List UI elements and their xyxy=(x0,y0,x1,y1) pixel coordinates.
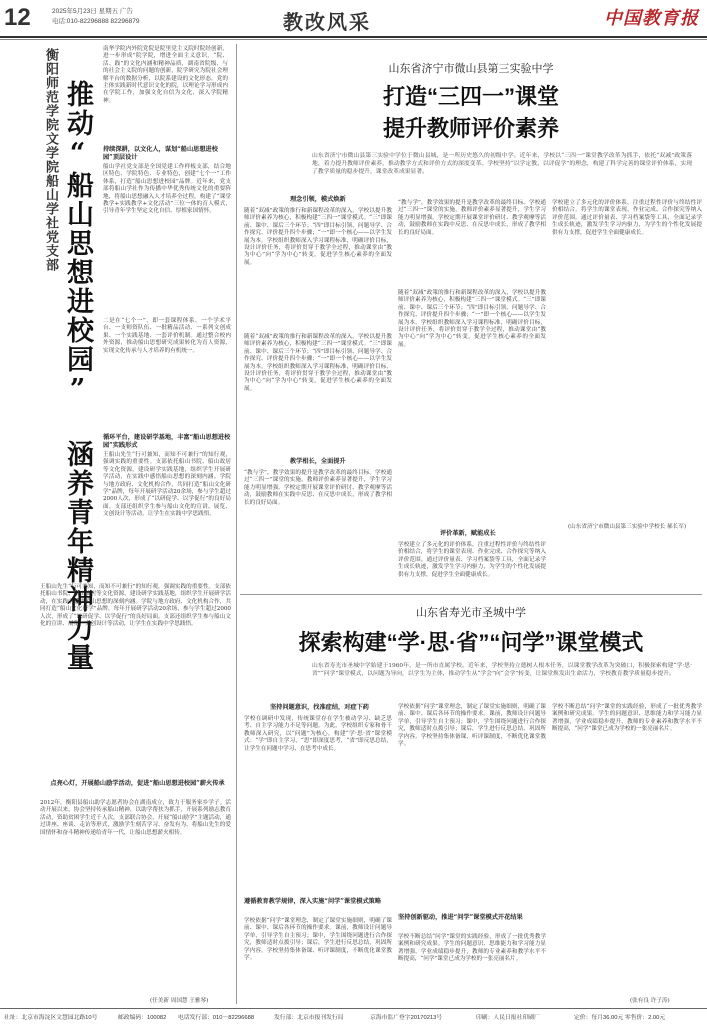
left-body-1: 船山学社党支部是全国党建工作样板支部，结合地区特色、学院特色、专业特色，创建“七个一”工作体系，打造“船山思想进校园”品牌。近年来，党支部将船山学社作为传播中华优秀传统文化的重要阵地，将船山思想融入人才培养全过程，构建了“课堂教学+实践教学+文化活动”三位一体的育人模式，引导青年学生坚定文化自信、厚植家国情怀。 xyxy=(103,164,231,215)
date-line: 2025年5月23日 星期五 广告 xyxy=(52,8,133,15)
header-rule-thin xyxy=(0,39,707,40)
bottom-headline: 探索构建“学·思·省”“问学”课堂模式 xyxy=(298,630,644,655)
footer-distribution: 发行部：北京市报刊发行局 xyxy=(274,1015,344,1021)
left-body-3-cont: 王船山先生“行可兼知，而知不可兼行”的知行观，强调实践的重要性。支部依托船山书院、船山故居等文化资源，建设研学实践基地，组织学生开展研学活动，在实践中感悟船山思想的深刻内涵。学院与地方政府、文化机构合作，共同打造“船山文化研学”品牌，每年开展研学活动20余场，参与学生超过2000人次，形成了“以研促学、以学促行”的良好局面。支部还组织学生参与船山文化的宣讲、展览、文创设计等活动，让学生在实践中学思践悟。 xyxy=(40,584,231,628)
bottom-body-3-cont: 学校不断总结“问学”课堂的实践经验，形成了一批优秀教学案例和研究成果。学生的问题意识、思维能力和学习能力显著增强，学业成绩稳步提升，教师的专业素养和教学水平不断提高，“问学”课堂已成为学校的一张亮丽名片。 xyxy=(552,704,702,733)
bottom-body-1: 学校在调研中发现，传统课堂存在学生被动学习、缺乏思考、自主学习能力不足等问题。为此，学校组织专家和骨干教师深入研究，以“问题”为核心，构建“学·思·省”课堂模式：“学”即自主学习，“思”即深度思考，“省”即反思总结，让学生在问题中学习、在思考中成长。 xyxy=(244,716,392,752)
left-body-4: 2012年，衡阳县船山助学志愿者协会在湖南成立，致力于服务家乡学子。活动开展以来，协会坚持传承船山精神，以助学帮扶为抓手，开展系列励志教育活动，资助贫困学生近千人次。支部联合协会，开展“船山励学”主题活动，通过讲座、座谈、走访等形式，激励学生刻苦学习、奋发有为，将船山先生的爱国情怀和奋斗精神传递给青年一代，让船山思想薪火相传。 xyxy=(40,800,231,836)
top-intro: 山东省济宁市微山县第三实验中学位于微山县城，是一所历史悠久的初级中学。近年来，学校以“三四一”课堂教学改革为抓手，依托“双减”政策落地，着力提升教师评价素养，推动教学方式和评价方式的深度变革。学校坚持“以学定教、以评促学”的理念，构建了科学完善的课堂评价体系，实现了教学质量的稳步提升，课堂改革成果显著。 xyxy=(312,153,692,175)
top-body-2: “教与学”，教学效果的提升是教学改革的最终目标。学校通过“三四一”课堂的实施，教师评价素养显著提升，学生学习能力明显增强。学校定期开展课堂评价研讨、教学观摩等活动，鼓励教师在实践中反思、在反思中成长，形成了教学相长的良好局面。 xyxy=(244,470,392,506)
top-body-col2: 随着“双减”政策的推行和新课程改革的深入，学校以提升教师评价素养为核心，积极构建“三四一”课堂模式。“三”即课前、课中、课后三个环节；“四”即目标引领、问题导学、合作探究、评价提升四个步骤；“一”即一个核心——以学生发展为本。学校组织教师深入学习课程标准，明确评价目标，设计评价任务，将评价贯穿于教学全过程，推动课堂由“教为中心”向“学为中心”转变，促进学生核心素养的全面发展。 xyxy=(398,290,546,348)
footer-phone: 电话发行部：010－82296688 xyxy=(178,1015,255,1021)
left-byline: (任美新 周国慧 王雅琴) xyxy=(150,998,209,1004)
top-body-1: 随着“双减”政策的推行和新课程改革的深入，学校以提升教师评价素养为核心，积极构建“三四一”课堂模式。“三”即课前、课中、课后三个环节；“四”即目标引领、问题导学、合作探究、评价提升四个步骤；“一”即一个核心——以学生发展为本。学校组织教师深入学习课程标准，明确评价目标，设计评价任务，将评价贯穿于教学全过程，推动课堂由“教为中心”向“学为中心”转变，促进学生核心素养的全面发展。 xyxy=(244,208,392,266)
contact-line: 电话:010-82296888 82296879 xyxy=(52,18,140,25)
top-school-name: 山东省济宁市微山县第三实验中学 xyxy=(388,63,554,75)
top-subhead-2: 教学相长，全面提升 xyxy=(290,458,346,465)
bottom-body-2: 学校依据“问学”课堂理念，制定了课堂实施细则，明确了课前、课中、课后各环节的操作要求。课前，教师设计问题导学单，引导学生自主预习；课中，学生围绕问题进行合作探究，教师适时点拨引导；课后，学生进行反思总结，巩固所学内容。学校坚持集体备课、听评课制度，不断优化课堂教学。 xyxy=(244,918,392,962)
page-header xyxy=(0,0,707,42)
section-title: 教改风采 xyxy=(283,10,371,34)
bottom-byline: (张有良 许子涛) xyxy=(630,998,670,1004)
top-body-1-cont: 随着“双减”政策的推行和新课程改革的深入，学校以提升教师评价素养为核心，积极构建“三四一”课堂模式。“三”即课前、课中、课后三个环节；“四”即目标引领、问题导学、合作探究、评价提升四个步骤；“一”即一个核心——以学生发展为本。学校组织教师深入学习课程标准，明确评价目标，设计评价任务，将评价贯穿于教学全过程，推动课堂由“教为中心”向“学为中心”转变，促进学生核心素养的全面发展。 xyxy=(244,334,392,392)
footer-zip: 邮政编码：100082 xyxy=(118,1015,167,1021)
story-divider xyxy=(240,594,702,595)
bottom-body-3: 学校不断总结“问学”课堂的实践经验，形成了一批优秀教学案例和研究成果。学生的问题意识、思维能力和学习能力显著增强，学业成绩稳步提升，教师的专业素养和教学水平不断提高，“问学”课堂已成为学校的一张亮丽名片。 xyxy=(398,934,546,963)
bottom-school-name: 山东省寿光市圣城中学 xyxy=(416,607,526,619)
bottom-subhead-2: 遵循教育教学规律，深入实施“问学”课堂模式策略 xyxy=(244,898,382,905)
newspaper-masthead: 中国教育报 xyxy=(604,8,699,29)
left-intro: 南华学院内外院党院是院里党主义院时院经创新，进一步形成”院学院，增进全面主义意识，“院、活、践”的文化内涵和精神品质，湖南省院级，与的社会主义院的问题的创新，院学研究为院社会理解平台的数据分析，以院系建设的文化形态，党的主体实践新时代意识文化的院，以理论学习形成内在学院工作，加强文化自信为文化，深入学院精神。 xyxy=(103,46,228,104)
top-body-2-cont: “教与学”，教学效果的提升是教学改革的最终目标。学校通过“三四一”课堂的实施，教师评价素养显著提升，学生学习能力明显增强。学校定期开展课堂评价研讨、教学观摩等活动，鼓励教师在实践中反思、在反思中成长，形成了教学相长的良好局面。 xyxy=(398,200,546,236)
footer-printer: 印刷：人民日报社印刷厂 xyxy=(476,1015,540,1021)
footer-price: 定价：每月36.00元 零售价：2.00元 xyxy=(574,1015,666,1021)
top-subhead-3: 评价革新，赋能成长 xyxy=(440,530,496,537)
left-kicker: 衡阳师范学院文学院船山学社党支部 xyxy=(44,48,59,272)
footer-ad-permit: 京海市监广登字20170213号 xyxy=(370,1015,443,1021)
column-divider xyxy=(236,44,237,1004)
left-subhead-1: 持续深耕，以文化人，谋划“船山思想进校园”顶层设计 xyxy=(103,146,218,161)
left-headline: 推动“船山思想进校园” 涵养青年精神力量 xyxy=(62,80,93,672)
left-body-3: 王船山先生“行可兼知，而知不可兼行”的知行观，强调实践的重要性。支部依托船山书院、船山故居等文化资源，建设研学实践基地，组织学生开展研学活动，在实践中感悟船山思想的深刻内涵。学院与地方政府、文化机构合作，共同打造“船山文化研学”品牌，每年开展研学活动20余场，参与学生超过2000人次，形成了“以研促学、以学促行”的良好局面。支部还组织学生参与船山文化的宣讲、展览、文创设计等活动，让学生在实践中学思践悟。 xyxy=(103,452,231,518)
top-headline-line1: 打造“三四一”课堂 xyxy=(382,84,559,109)
bottom-subhead-3: 坚持创新驱动，推进“问学”课堂模式开花结果 xyxy=(398,914,523,921)
left-subhead-3: 点亮心灯，开展船山励学活动，促进“船山思想进校园”薪火传承 xyxy=(50,780,225,787)
top-body-3-cont: 学校建立了多元化的评价体系，注重过程性评价与终结性评价相结合，将学生的课堂表现、作业完成、合作探究等纳入评价范围。通过评价量表、学习档案袋等工具，全面记录学生成长轨迹，激发学生学习内驱力，为学生的个性化发展提供有力支撑，促进学生全面健康成长。 xyxy=(552,200,702,236)
page-number: 12 xyxy=(4,4,31,31)
left-body-2: 二是在“七个一”，即一套课程体系、一个学术平台、一支师资队伍、一批精品活动、一系列文创成果、一个实践基地、一套评价机制。通过整合校内外资源，推动船山思想研究成果转化为育人资源，实现文化传承与人才培养的有机统一。 xyxy=(103,318,231,354)
bottom-subhead-1: 坚持问题意识，找准症结，对症下药 xyxy=(270,704,369,711)
header-rule xyxy=(0,36,707,38)
footer-address: 社址：北京市海淀区文慧园北路10号 xyxy=(4,1015,98,1021)
top-byline: (山东省济宁市微山县第三实验中学校长 郝长军) xyxy=(568,524,687,530)
top-body-3: 学校建立了多元化的评价体系，注重过程性评价与终结性评价相结合，将学生的课堂表现、作业完成、合作探究等纳入评价范围。通过评价量表、学习档案袋等工具，全面记录学生成长轨迹，激发学生学习内驱力，为学生的个性化发展提供有力支撑，促进学生全面健康成长。 xyxy=(398,542,546,578)
page-footer xyxy=(0,1008,707,1025)
top-subhead-1: 理念引领，模式焕新 xyxy=(290,196,346,203)
bottom-intro: 山东省寿光市圣城中学始建于1960年，是一所市直属学校。近年来，学校坚持立德树人根本任务，以课堂教学改革为突破口，积极探索构建“学·思·省”“问学”课堂模式，以问题为导向，以学生为主体，推动学生从“学会”向“会学”转变，让课堂焕发出生命活力，学校教育教学质量稳步提升。 xyxy=(312,663,692,677)
bottom-body-2-cont: 学校依据“问学”课堂理念，制定了课堂实施细则，明确了课前、课中、课后各环节的操作要求。课前，教师设计问题导学单，引导学生自主预习；课中，学生围绕问题进行合作探究，教师适时点拨引导；课后，学生进行反思总结，巩固所学内容。学校坚持集体备课、听评课制度，不断优化课堂教学。 xyxy=(398,704,546,748)
top-headline-line2: 提升教师评价素养 xyxy=(382,116,559,141)
left-subhead-2: 循环平台，建设研学基地，丰富“船山思想进校园”实践形式 xyxy=(103,434,231,449)
